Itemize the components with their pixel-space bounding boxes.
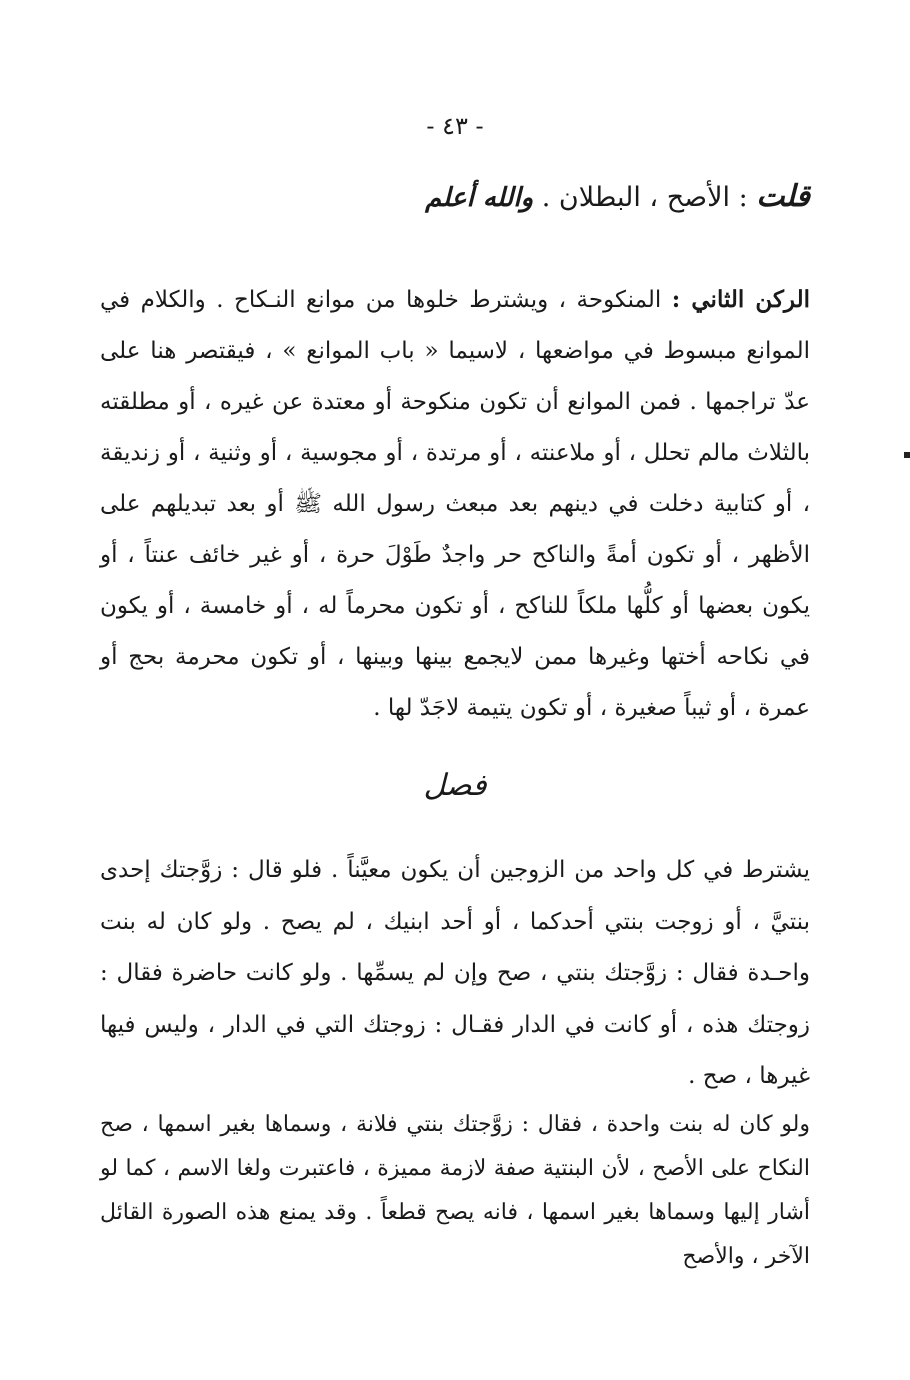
qult-closing: والله أعلم <box>425 183 534 213</box>
section-heading: فصل <box>423 768 487 803</box>
rukn-text: المنكوحة ، ويشترط خلوها من موانع النـكاح . والكلام في الموانع مبسوط في مواضعها ، لاسيما « باب الموانع » ، فيقتصر هنا على عدّ تراجمها . فمن الموانع أن تكون منكوحة أو معتدة عن غيره ، أو مطلقته بالثلاث مالم تحلل ، أو ملاعنته ، أو مرتدة ، أو مجوسية ، أو وثنية ، أو زنديقة ، أو كتابية دخلت في دينهم بعد مبعث رسول الله ﷺ أو بعد تبديلهم على الأظهر ، أو تكون أمةً والناكح حر واجدٌ طَوْلَ حرة ، أو غير خائف عنتاً ، أو يكون بعضها أو كلُّها ملكاً للناكح ، أو تكون محرماً له ، أو خامسة ، أو يكون في نكاحه أختها وغيرها ممن لايجمع بينها وبينها ، أو تكون محرمة بحج أو عمرة ، أو ثيباً صغيرة ، أو تكون يتيمة لاجَدّ لها . <box>100 287 810 721</box>
qult-line <box>100 176 810 219</box>
rukn-paragraph <box>100 274 810 734</box>
page-number: - ٤٣ - <box>426 112 484 140</box>
rukn-lead: الركن الثاني : <box>671 286 810 313</box>
qult-text: : الأصح ، البطلان . <box>541 182 748 213</box>
fasl-paragraph-1: يشترط في كل واحد من الزوجين أن يكون معيَّناً . فلو قال : زوَّجتك إحدى بنتيَّ ، أو زوجت بنتي أحدكما ، أو أحد ابنيك ، لم يصح . ولو كان له بنت واحـدة فقال : زوَّجتك بنتي ، صح وإن لم يسمِّها . ولو كانت حاضرة فقال : زوجتك هذه ، أو كانت في الدار فقـال : زوجتك التي في الدار ، وليس فيها غيرها ، صح . <box>100 857 810 1089</box>
margin-mark <box>904 452 910 458</box>
qult-keyword: قلت <box>756 179 810 214</box>
fasl-paragraph-2: ولو كان له بنت واحدة ، فقال : زوَّجتك بنتي فلانة ، وسماها بغير اسمها ، صح النكاح على الأصح ، لأن البنتية صفة لازمة مميزة ، فاعتبرت ولغا الاسم ، كما لو أشار إليها وسماها بغير اسمها ، فانه يصح قطعاً . وقد يمنع هذه الصورة القائل الآخر ، والأصح <box>100 1112 810 1269</box>
